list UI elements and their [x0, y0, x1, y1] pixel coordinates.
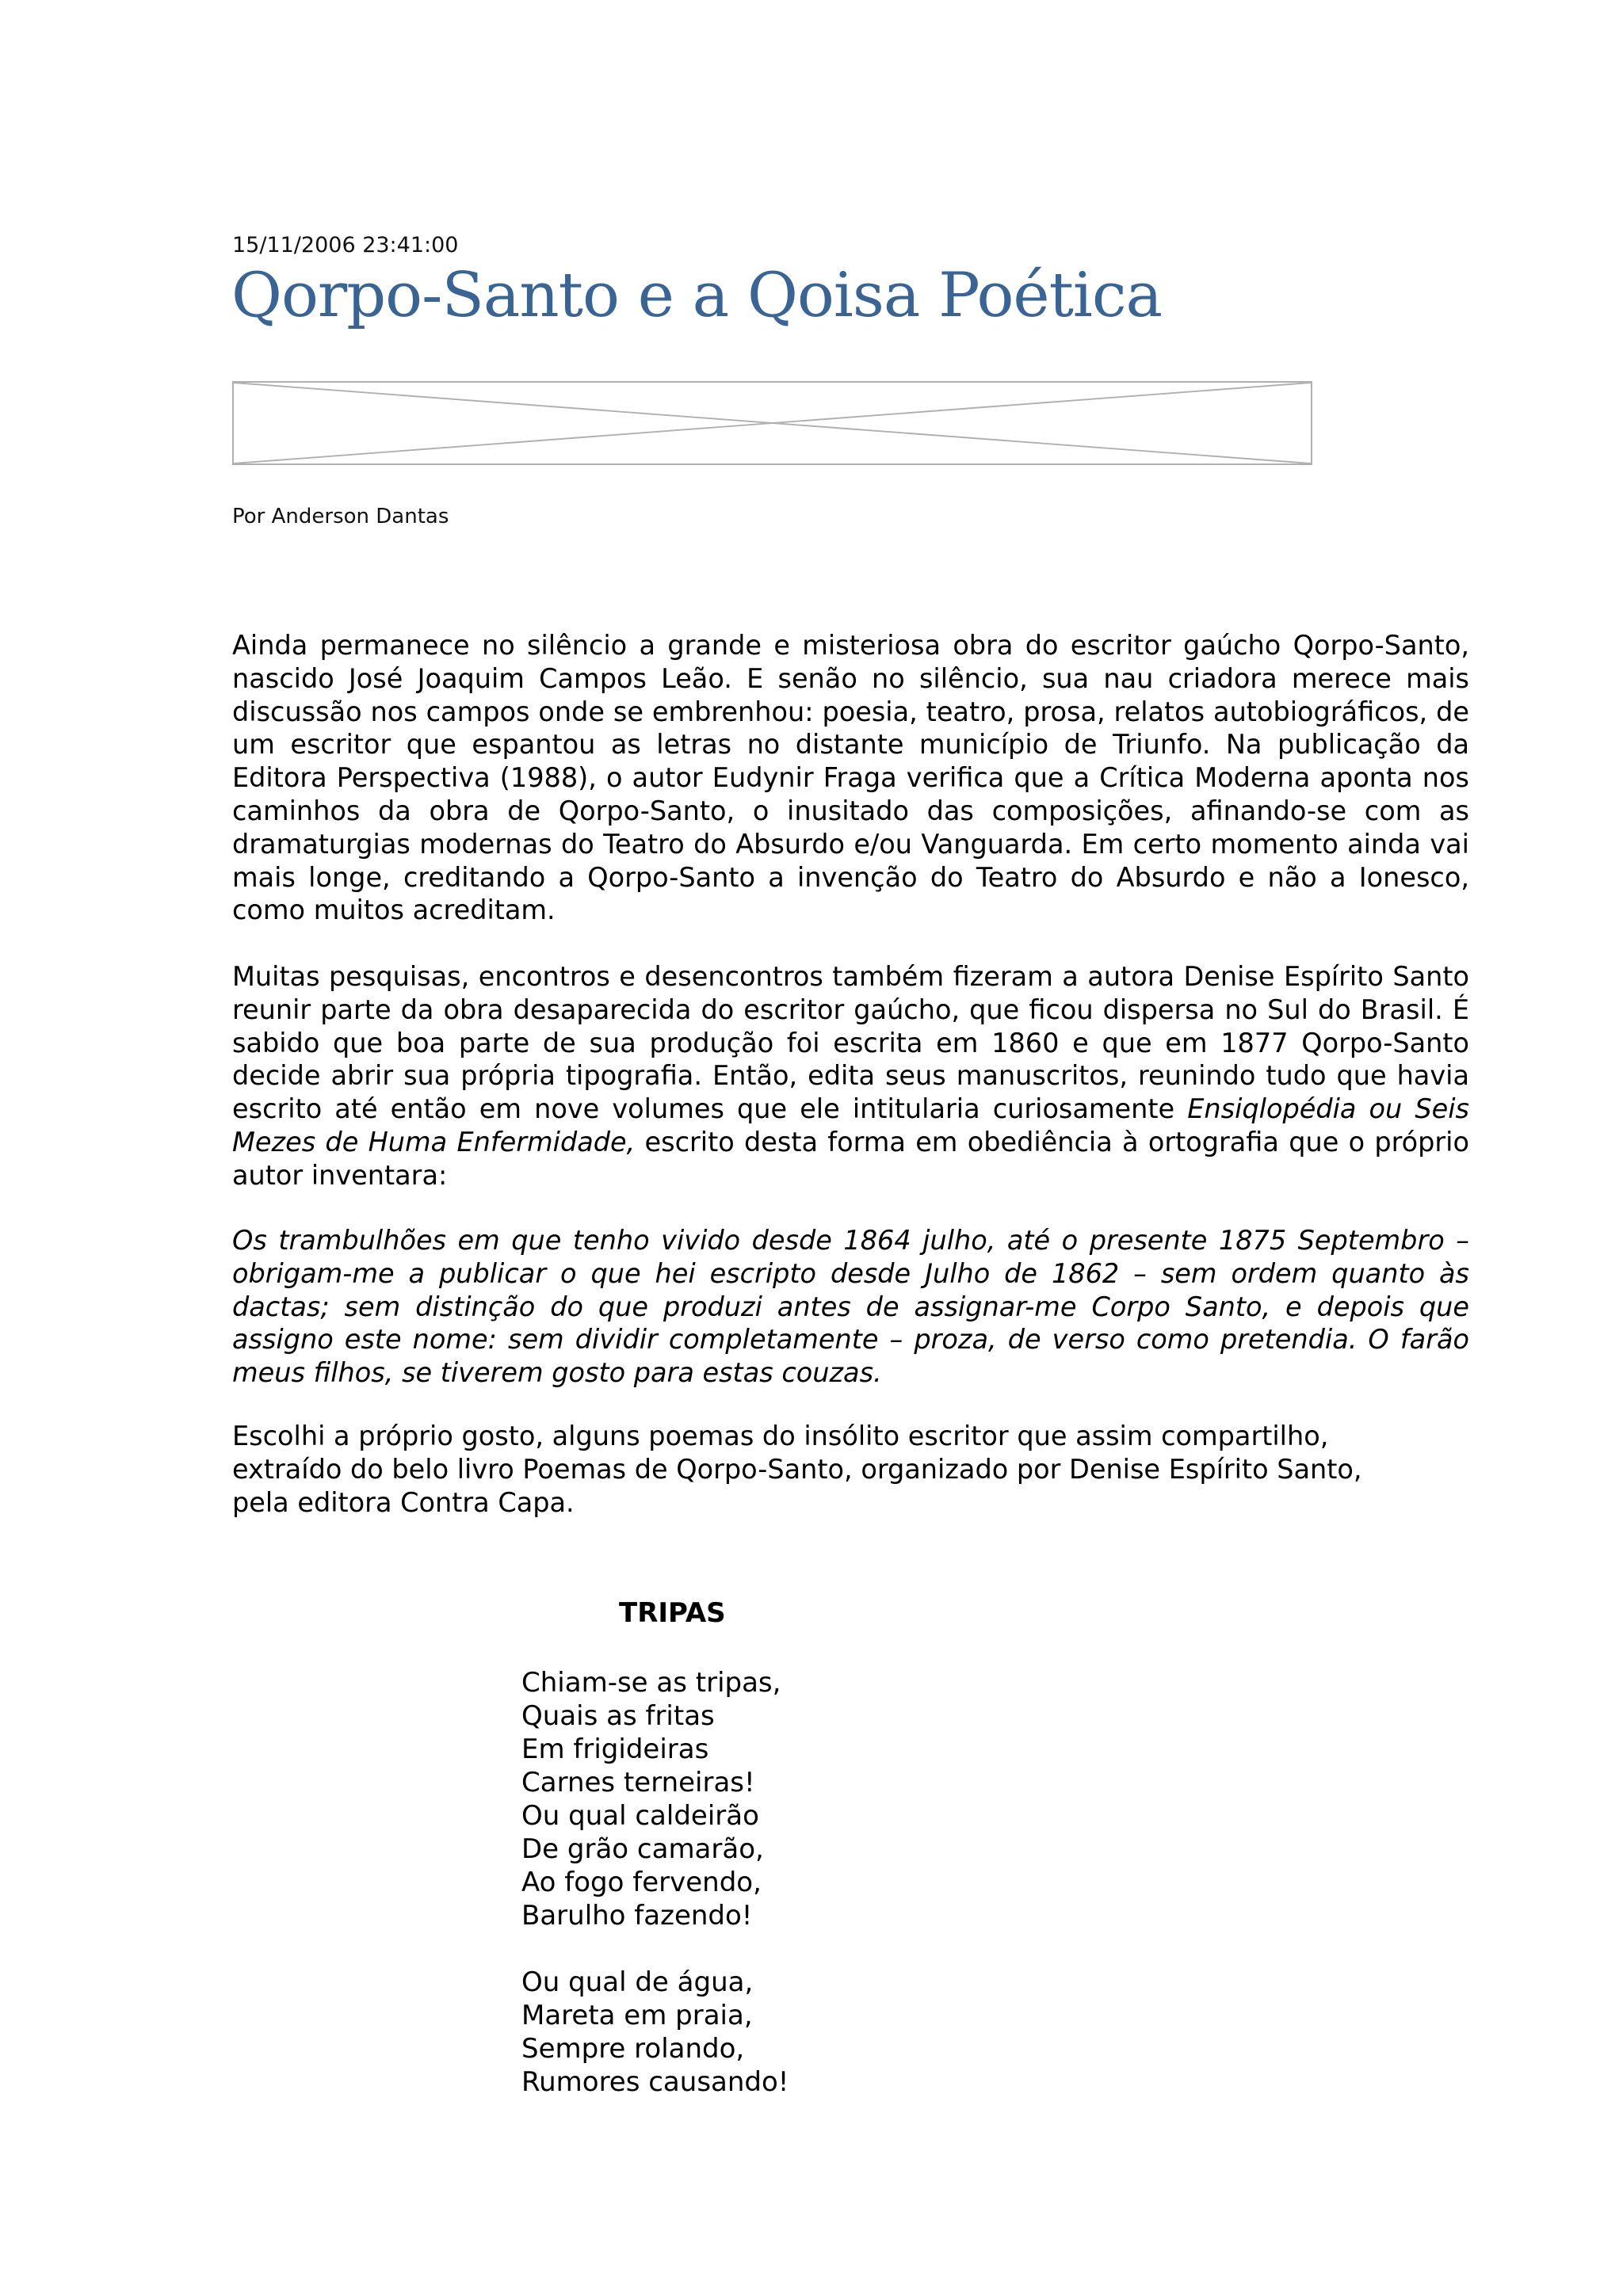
- poem-line: Carnes terneiras!: [521, 1767, 755, 1798]
- paragraph-line: Escolhi a próprio gosto, alguns poemas do insólito escritor que assim compartilho,: [232, 1421, 1329, 1451]
- poem-line: Ou qual caldeirão: [521, 1800, 759, 1832]
- publication-timestamp: 15/11/2006 23:41:00: [232, 233, 459, 257]
- article-title: Qorpo-Santo e a Qoisa Poética: [231, 260, 1163, 331]
- paragraph-research-text-end: escrito desta forma em obediência à ortografia que o próprio autor inventara:: [232, 1126, 1469, 1191]
- poem-line: Barulho fazendo!: [521, 1900, 753, 1932]
- paragraph-research-text: Muitas pesquisas, encontros e desencontros também fizeram a autora Denise Espírito Santo reunir parte da obra desaparecida do escritor gaúcho, que ficou dispersa no Sul do Brasil. É sabido que boa parte de sua produção foi escrita em 1860 e que em 1877 Qorpo-Santo decide abrir sua própria tipografia. Então, edita seus manuscritos, reunindo tudo que havia escrito até então em nove volumes que ele intitularia curiosamente: [232, 961, 1469, 1125]
- poem-stanza-2: [521, 1966, 789, 2099]
- poem-line: Sempre rolando,: [521, 2033, 745, 2065]
- poem-line: Rumores causando!: [521, 2066, 789, 2098]
- author-quote: Os trambulhões em que tenho vivido desde 1864 julho, até o presente 1875 Septembro – obrigam-me a publicar o que hei escripto desde Julho de 1862 – sem ordem quanto às dactas; sem distinção do que produzi antes de assignar-me Corpo Santo, e depois que assigno este nome: sem dividir completamente – proza, de verso como pretendia. O farão meus filhos, se tiverem gosto para estas couzas.: [232, 1225, 1469, 1389]
- poem-line: Chiam-se as tripas,: [521, 1667, 781, 1699]
- paragraph-line: pela editora Contra Capa.: [232, 1486, 575, 1518]
- poem-stanza-1: [521, 1666, 781, 1932]
- poem-title: TRIPAS: [619, 1597, 726, 1629]
- poem-line: Em frigideiras: [521, 1733, 709, 1765]
- poem-line: Ou qual de água,: [521, 1966, 754, 1998]
- paragraph-intro: Ainda permanece no silêncio a grande e misteriosa obra do escritor gaúcho Qorpo-Santo, nascido José Joaquim Campos Leão. E senão no silêncio, sua nau criadora merece mais discussão nos campos onde se embrenhou: poesia, teatro, prosa, relatos autobiográficos, de um escritor que espantou as letras no distante município de Triunfo. Na publicação da Editora Perspectiva (1988), o autor Eudynir Fraga verifica que a Crítica Moderna aponta nos caminhos da obra de Qorpo-Santo, o inusitado das composições, afinando-se com as dramaturgias modernas do Teatro do Absurdo e/ou Vanguarda. Em certo momento ainda vai mais longe, creditando a Qorpo-Santo a invenção do Teatro do Absurdo e não a Ionesco, como muitos acreditam.: [232, 630, 1469, 926]
- poem-line: Mareta em praia,: [521, 2000, 753, 2031]
- author-byline: Por Anderson Dantas: [232, 505, 449, 528]
- missing-image-placeholder: [232, 381, 1312, 465]
- poem-line: Quais as fritas: [521, 1700, 715, 1732]
- paragraph-selection: [232, 1420, 1469, 1519]
- poem-line: De grão camarão,: [521, 1833, 764, 1865]
- paragraph-research: [232, 960, 1469, 1192]
- poem-line: Ao fogo fervendo,: [521, 1867, 762, 1898]
- broken-image-icon: [234, 383, 1311, 463]
- paragraph-line: extraído do belo livro Poemas de Qorpo-Santo, organizado por Denise Espírito Santo,: [232, 1453, 1362, 1485]
- book-title-italic: Ensiqlopédia ou Seis Mezes de Huma Enfermidade,: [232, 1093, 1469, 1158]
